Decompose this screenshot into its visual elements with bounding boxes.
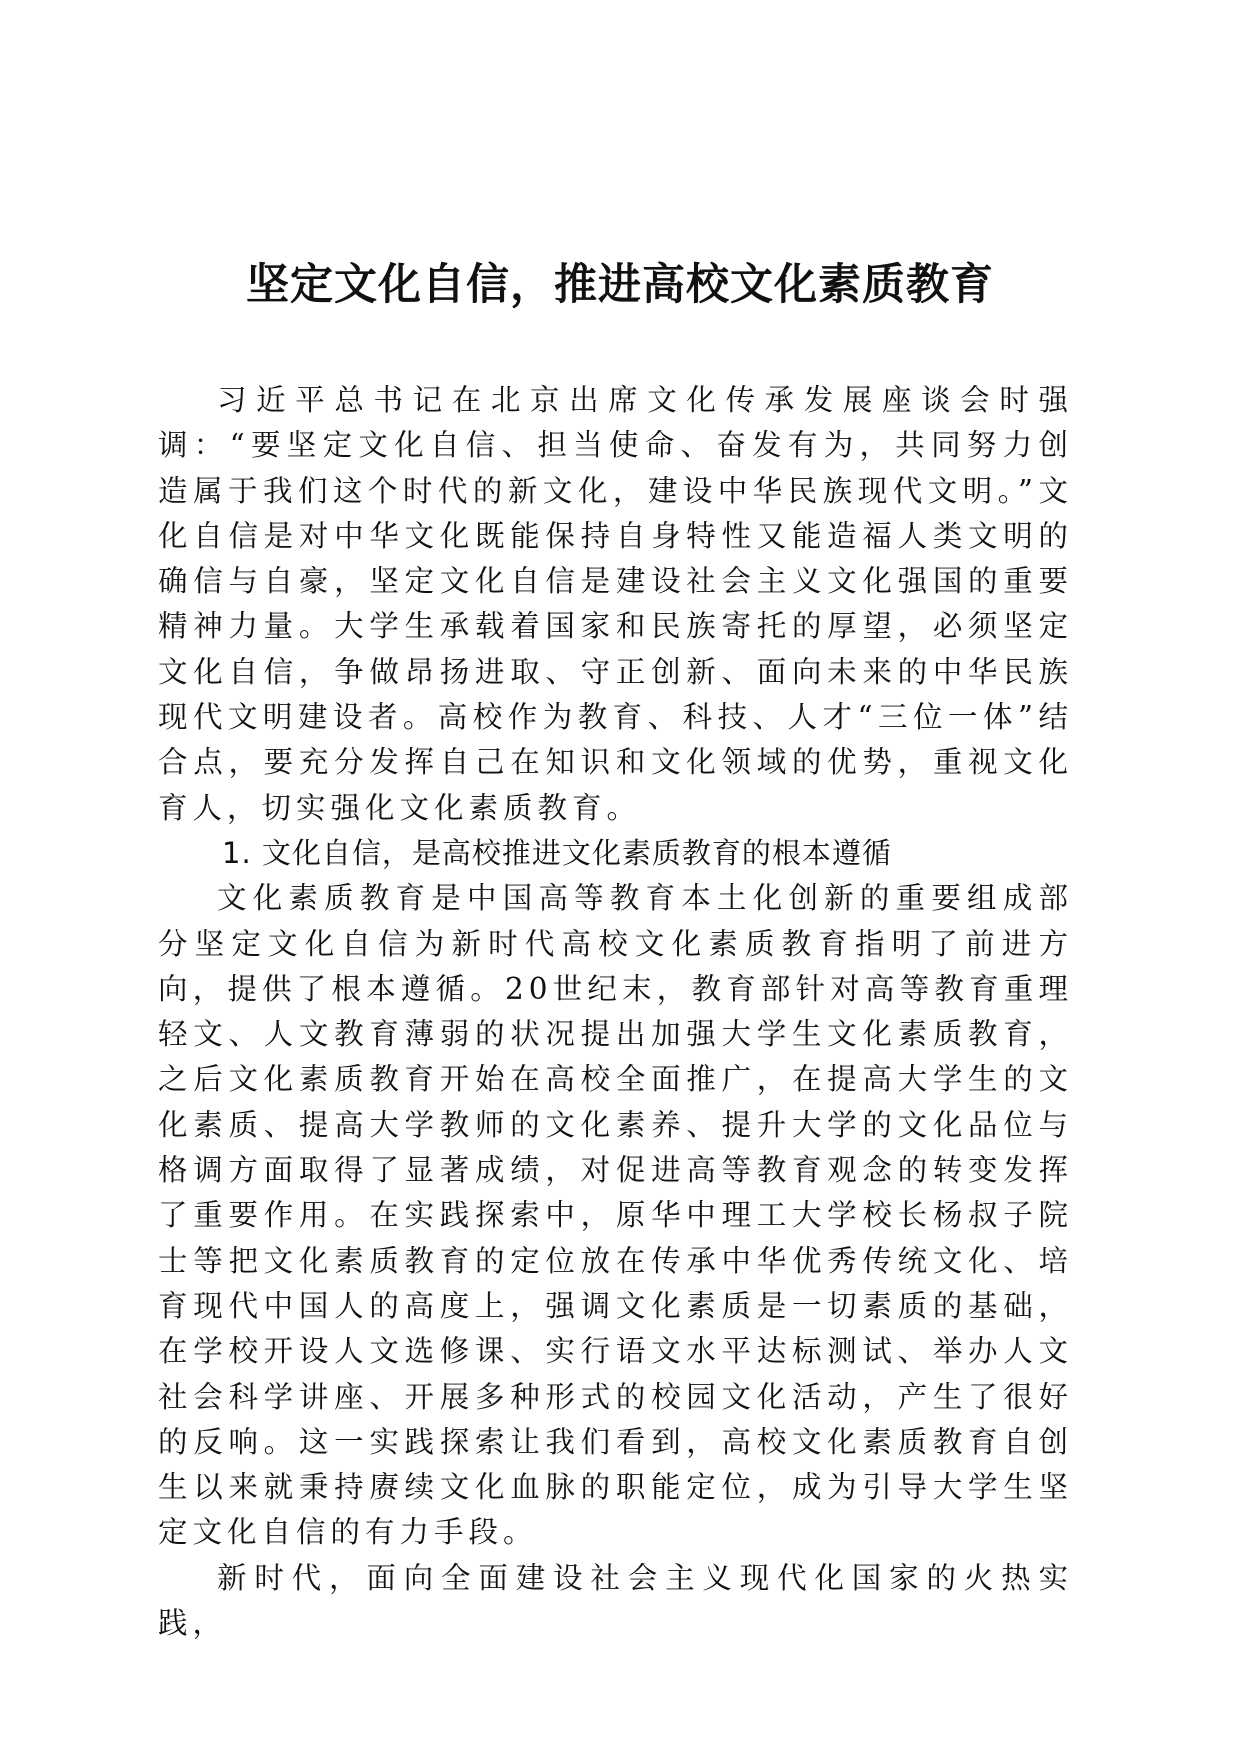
section-heading-1: 1. 文化自信，是高校推进文化素质教育的根本遵循 xyxy=(222,835,892,870)
document-body xyxy=(158,378,1073,1646)
paragraph-section-1: 文化素质教育是中国高等教育本土化创新的重要组成部分坚定文化自信为新时代高校文化素质教育指明了前进方向，提供了根本遵循。20世纪末，教育部针对高等教育重理轻文、人文教育薄弱的状况提出加强大学生文化素质教育，之后文化素质教育开始在高校全面推广，在提高大学生的文化素质、提高大学教师的文化素养、提升大学的文化品位与格调方面取得了显著成绩，对促进高等教育观念的转变发挥了重要作用。在实践探索中，原华中理工大学校长杨叔子院士等把文化素质教育的定位放在传承中华优秀传统文化、培育现代中国人的高度上，强调文化素质是一切素质的基础，在学校开设人文选修课、实行语文水平达标测试、举办人文社会科学讲座、开展多种形式的校园文化活动，产生了很好的反响。这一实践探索让我们看到，高校文化素质教育自创生以来就秉持赓续文化血脉的职能定位，成为引导大学生坚定文化自信的有力手段。 xyxy=(158,881,1073,1550)
document-title: 坚定文化自信，推进高校文化素质教育 xyxy=(246,260,994,310)
paragraph-intro: 习近平总书记在北京出席文化传承发展座谈会时强调：“要坚定文化自信、担当使命、奋发有为，共同努力创造属于我们这个时代的新文化，建设中华民族现代文明。”文化自信是对中华文化既能保持自身特性又能造福人类文明的确信与自豪，坚定文化自信是建设社会主义文化强国的重要精神力量。大学生承载着国家和民族寄托的厚望，必须坚定文化自信，争做昂扬进取、守正创新、面向未来的中华民族现代文明建设者。高校作为教育、科技、人才“三位一体”结合点，要充分发挥自己在知识和文化领域的优势，重视文化育人，切实强化文化素质教育。 xyxy=(158,383,1073,825)
paragraph-new-era: 新时代，面向全面建设社会主义现代化国家的火热实践， xyxy=(158,1560,1073,1641)
